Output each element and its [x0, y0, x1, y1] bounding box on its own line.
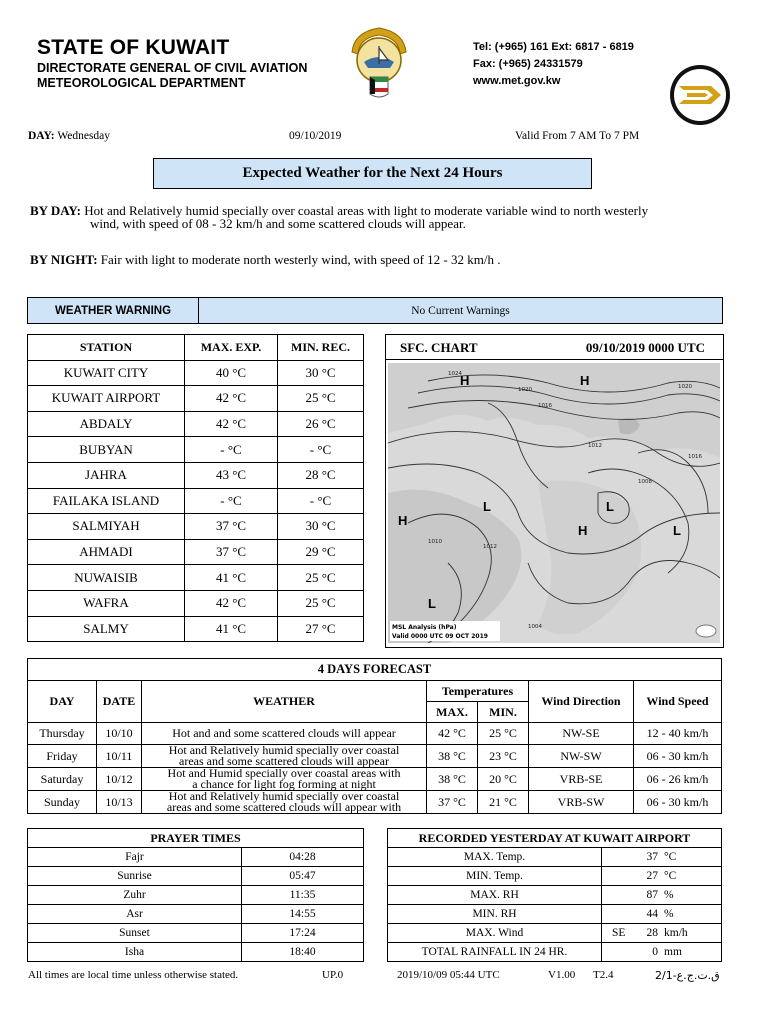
- station-min: 28 °C: [278, 462, 364, 488]
- station-max: - °C: [185, 437, 278, 463]
- forecast-col-max: MAX.: [427, 702, 478, 723]
- forecast-max: 37 °C: [427, 791, 478, 814]
- forecast-day: Saturday: [28, 768, 97, 791]
- forecast-row: [28, 791, 722, 814]
- station-max: 41 °C: [185, 616, 278, 642]
- recorded-value-cell: [602, 905, 722, 924]
- prayer-time: 11:35: [242, 886, 364, 905]
- station-name: WAFRA: [28, 590, 185, 616]
- forecast-wind-speed: 06 - 26 km/h: [634, 768, 722, 791]
- expected-weather-title: Expected Weather for the Next 24 Hours: [153, 158, 592, 189]
- prayer-name: Sunset: [28, 924, 242, 943]
- prayer-row: [28, 886, 364, 905]
- isobar-label: 1020: [678, 384, 692, 390]
- station-min: 30 °C: [278, 514, 364, 540]
- prayer-name: Fajr: [28, 848, 242, 867]
- station-min: - °C: [278, 437, 364, 463]
- prayer-name: Asr: [28, 905, 242, 924]
- forecast-weather: [142, 768, 427, 791]
- high-pressure-symbol: H: [578, 523, 588, 538]
- col-min-rec: MIN. REC.: [278, 335, 364, 361]
- by-day-label: BY DAY:: [30, 203, 81, 218]
- weather-warning-bar: [27, 297, 723, 324]
- isobar-label: 1010: [428, 539, 442, 545]
- station-name: SALMIYAH: [28, 514, 185, 540]
- station-name: NUWAISIB: [28, 565, 185, 591]
- recorded-value-cell: [602, 848, 722, 867]
- col-max-exp: MAX. EXP.: [185, 335, 278, 361]
- station-max: 42 °C: [185, 590, 278, 616]
- chart-caption: MSL Analysis (hPa): [392, 624, 457, 631]
- forecast-wind-direction: NW-SE: [529, 723, 634, 745]
- col-station: STATION: [28, 335, 185, 361]
- forecast-weather-line1: Hot and Humid specially over coastal areas with: [167, 766, 401, 780]
- station-max: 41 °C: [185, 565, 278, 591]
- recorded-row: [388, 886, 722, 905]
- forecast-date: 10/13: [97, 791, 142, 814]
- recorded-value-cell: [602, 886, 722, 905]
- recorded-unit: km/h: [664, 927, 688, 939]
- forecast-day: Friday: [28, 745, 97, 768]
- forecast-max: 42 °C: [427, 723, 478, 745]
- by-night-text: Fair with light to moderate north westerly wind, with speed of 12 - 32 km/h .: [100, 252, 501, 267]
- day-label: DAY:: [28, 130, 55, 142]
- header-fax: Fax: (+965) 24331579: [473, 58, 583, 70]
- prayer-name: Sunrise: [28, 867, 242, 886]
- forecast-title: 4 DAYS FORECAST: [28, 659, 722, 681]
- recorded-yesterday-title: RECORDED YESTERDAY AT KUWAIT AIRPORT: [388, 829, 722, 848]
- station-row: [28, 514, 364, 540]
- recorded-value: 37: [646, 851, 658, 863]
- recorded-label: TOTAL RAINFALL IN 24 HR.: [388, 943, 602, 962]
- forecast-weather: [142, 791, 427, 814]
- day-value: Wednesday: [57, 130, 111, 142]
- forecast-date: 10/12: [97, 768, 142, 791]
- station-row: [28, 539, 364, 565]
- high-pressure-symbol: H: [580, 373, 590, 388]
- station-row: [28, 488, 364, 514]
- recorded-label: MAX. Temp.: [388, 848, 602, 867]
- recorded-unit: °C: [664, 870, 677, 882]
- station-max: - °C: [185, 488, 278, 514]
- station-max: 42 °C: [185, 386, 278, 412]
- forecast-weather-line1: Hot and and some scattered clouds will appear: [172, 726, 396, 740]
- station-name: ABDALY: [28, 411, 185, 437]
- station-max: 42 °C: [185, 411, 278, 437]
- forecast-day: Thursday: [28, 723, 97, 745]
- header-tel: Tel: (+965) 161 Ext: 6817 - 6819: [473, 41, 634, 53]
- recorded-row: [388, 943, 722, 962]
- prayer-time: 04:28: [242, 848, 364, 867]
- station-table-header: [28, 335, 364, 361]
- high-pressure-symbol: H: [398, 513, 408, 528]
- forecast-row: [28, 723, 722, 745]
- footer-version: V1.00: [548, 969, 576, 981]
- forecast-weather-line2: areas and some scattered clouds will appear: [179, 754, 389, 768]
- station-row: [28, 437, 364, 463]
- station-min: 26 °C: [278, 411, 364, 437]
- recorded-unit: mm: [664, 946, 682, 958]
- isobar-label: 1024: [448, 371, 462, 377]
- forecast-min: 23 °C: [478, 745, 529, 768]
- recorded-value-cell: [602, 867, 722, 886]
- forecast-min: 25 °C: [478, 723, 529, 745]
- forecast-wind-direction: VRB-SE: [529, 768, 634, 791]
- prayer-time: 18:40: [242, 943, 364, 962]
- low-pressure-symbol: L: [673, 523, 681, 538]
- station-row: [28, 360, 364, 386]
- forecast-col-min: MIN.: [478, 702, 529, 723]
- isobar-label: 1012: [483, 544, 497, 550]
- isobar-label: 1008: [638, 479, 652, 485]
- recorded-prefix: SE: [612, 927, 626, 939]
- report-date: 09/10/2019: [289, 130, 342, 142]
- recorded-unit: °C: [664, 851, 677, 863]
- station-min: 25 °C: [278, 565, 364, 591]
- station-name: FAILAKA ISLAND: [28, 488, 185, 514]
- recorded-value-cell: [602, 943, 722, 962]
- forecast-wind-speed: 06 - 30 km/h: [634, 745, 722, 768]
- footer-code: UP.0: [322, 969, 344, 981]
- prayer-time: 14:55: [242, 905, 364, 924]
- valid-period: Valid From 7 AM To 7 PM: [515, 130, 640, 142]
- low-pressure-symbol: L: [483, 499, 491, 514]
- recorded-yesterday-table: [387, 828, 722, 962]
- station-min: 25 °C: [278, 386, 364, 412]
- weather-warning-value: No Current Warnings: [199, 298, 722, 323]
- kuwait-emblem-icon: [344, 22, 414, 102]
- isobar-label: 1012: [588, 443, 602, 449]
- forecast-row: [28, 745, 722, 768]
- forecast-col-date: DATE: [97, 681, 142, 723]
- sfc-chart-panel: [385, 334, 724, 648]
- forecast-col-weather: WEATHER: [142, 681, 427, 723]
- station-name: AHMADI: [28, 539, 185, 565]
- forecast-wind-direction: VRB-SW: [529, 791, 634, 814]
- station-max: 43 °C: [185, 462, 278, 488]
- recorded-value: 44: [646, 908, 658, 920]
- station-row: [28, 616, 364, 642]
- prayer-times-title: PRAYER TIMES: [28, 829, 364, 848]
- prayer-row: [28, 943, 364, 962]
- forecast-weather-line1: Hot and Relatively humid specially over coastal: [168, 743, 400, 757]
- station-name: KUWAIT AIRPORT: [28, 386, 185, 412]
- forecast-col-temperatures: Temperatures: [427, 681, 529, 702]
- recorded-value: 28: [646, 927, 658, 939]
- forecast-col-day: DAY: [28, 681, 97, 723]
- forecast-min: 20 °C: [478, 768, 529, 791]
- recorded-value: 87: [646, 889, 658, 901]
- recorded-value: 0: [652, 946, 658, 958]
- recorded-label: MAX. RH: [388, 886, 602, 905]
- isobar-label: 1016: [688, 454, 702, 460]
- forecast-wind-speed: 12 - 40 km/h: [634, 723, 722, 745]
- by-day-section: [30, 204, 730, 230]
- forecast-col-wind-speed: Wind Speed: [634, 681, 722, 723]
- forecast-weather-line2: areas and some scattered clouds will appear with: [166, 800, 402, 814]
- recorded-row: [388, 867, 722, 886]
- prayer-times-table: [27, 828, 364, 962]
- station-min: 30 °C: [278, 360, 364, 386]
- prayer-row: [28, 905, 364, 924]
- forecast-date: 10/10: [97, 723, 142, 745]
- station-row: [28, 386, 364, 412]
- header-met-department: METEOROLOGICAL DEPARTMENT: [37, 76, 246, 90]
- station-min: 25 °C: [278, 590, 364, 616]
- sfc-chart-header: [386, 335, 723, 360]
- forecast-row: [28, 768, 722, 791]
- forecast-max: 38 °C: [427, 745, 478, 768]
- prayer-time: 17:24: [242, 924, 364, 943]
- recorded-row: [388, 848, 722, 867]
- low-pressure-symbol: L: [428, 596, 436, 611]
- forecast-min: 21 °C: [478, 791, 529, 814]
- forecast-date: 10/11: [97, 745, 142, 768]
- recorded-row: [388, 924, 722, 943]
- station-min: 29 °C: [278, 539, 364, 565]
- prayer-row: [28, 867, 364, 886]
- station-row: [28, 462, 364, 488]
- station-max: 37 °C: [185, 514, 278, 540]
- footer-note: All times are local time unless otherwise stated.: [28, 969, 239, 981]
- footer-form-code: ق.ت.ج.ع-2/1: [655, 969, 720, 982]
- station-name: KUWAIT CITY: [28, 360, 185, 386]
- station-table: [27, 334, 364, 642]
- footer-timestamp: 2019/10/09 05:44 UTC: [397, 969, 500, 981]
- recorded-label: MIN. Temp.: [388, 867, 602, 886]
- recorded-value: 27: [646, 870, 658, 882]
- isobar-label: 1016: [538, 403, 552, 409]
- by-night-label: BY NIGHT:: [30, 252, 98, 267]
- prayer-time: 05:47: [242, 867, 364, 886]
- header-website[interactable]: www.met.gov.kw: [473, 75, 561, 87]
- station-name: BUBYAN: [28, 437, 185, 463]
- low-pressure-symbol: L: [606, 499, 614, 514]
- isobar-label: 1020: [518, 387, 532, 393]
- forecast-max: 38 °C: [427, 768, 478, 791]
- forecast-weather: [142, 723, 427, 745]
- chart-caption-valid: Valid 0000 UTC 09 OCT 2019: [392, 633, 488, 640]
- isobar-label: 1004: [528, 624, 542, 630]
- by-night-section: [30, 253, 730, 266]
- header-title: STATE OF KUWAIT: [37, 36, 230, 59]
- sfc-chart-time: 09/10/2019 0000 UTC: [585, 340, 705, 355]
- station-row: [28, 565, 364, 591]
- prayer-name: Isha: [28, 943, 242, 962]
- station-max: 40 °C: [185, 360, 278, 386]
- forecast-weather-line1: Hot and Relatively humid specially over coastal: [168, 789, 400, 803]
- by-day-line2: wind, with speed of 08 - 32 km/h and some scattered clouds will appear.: [90, 216, 466, 231]
- station-min: 27 °C: [278, 616, 364, 642]
- recorded-unit: %: [664, 889, 674, 901]
- footer-t: T2.4: [593, 969, 614, 981]
- forecast-day: Sunday: [28, 791, 97, 814]
- recorded-unit: %: [664, 908, 674, 920]
- forecast-weather-line2: a chance for light fog forming at night: [192, 777, 376, 791]
- station-name: JAHRA: [28, 462, 185, 488]
- sfc-chart-title: SFC. CHART: [400, 340, 478, 355]
- recorded-label: MAX. Wind: [388, 924, 602, 943]
- surface-pressure-map: [388, 363, 720, 643]
- forecast-wind-direction: NW-SW: [529, 745, 634, 768]
- recorded-value-cell: [602, 924, 722, 943]
- dgca-logo-icon: [667, 62, 733, 128]
- recorded-label: MIN. RH: [388, 905, 602, 924]
- station-max: 37 °C: [185, 539, 278, 565]
- forecast-wind-speed: 06 - 30 km/h: [634, 791, 722, 814]
- forecast-col-wind-direction: Wind Direction: [529, 681, 634, 723]
- weather-warning-label: WEATHER WARNING: [28, 298, 199, 323]
- header-department: DIRECTORATE GENERAL OF CIVIL AVIATION: [37, 61, 308, 75]
- station-min: - °C: [278, 488, 364, 514]
- forecast-weather: [142, 745, 427, 768]
- station-row: [28, 590, 364, 616]
- station-row: [28, 411, 364, 437]
- four-day-forecast-table: [27, 658, 722, 814]
- by-day-line1: Hot and Relatively humid specially over coastal areas with light to moderate variable wind to north westerly: [84, 203, 649, 218]
- station-name: SALMY: [28, 616, 185, 642]
- prayer-name: Zuhr: [28, 886, 242, 905]
- prayer-row: [28, 848, 364, 867]
- prayer-row: [28, 924, 364, 943]
- high-pressure-symbol: H: [460, 373, 470, 388]
- recorded-row: [388, 905, 722, 924]
